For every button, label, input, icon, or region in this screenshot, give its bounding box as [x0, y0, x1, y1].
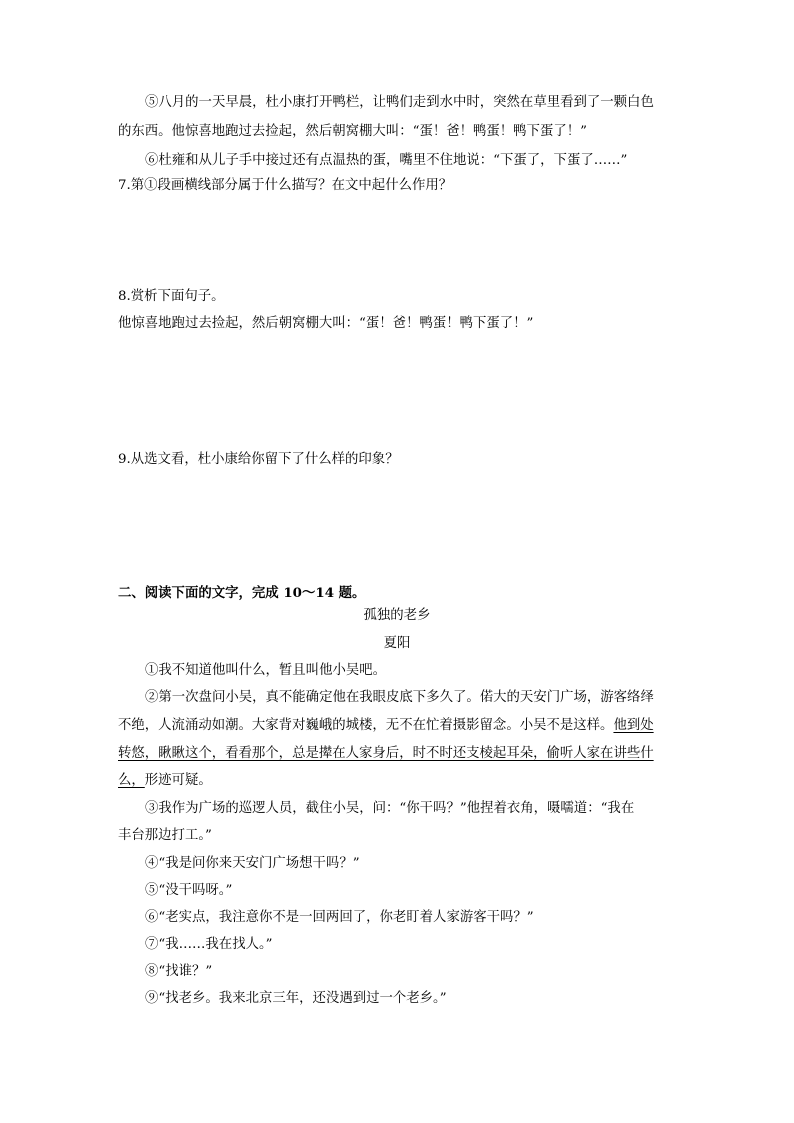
paragraph-2-underlined-text: 么， — [118, 773, 145, 788]
article-paragraph-7: ⑦“我……我在找人。” — [145, 937, 273, 952]
article-paragraph-2-line-2 — [118, 717, 654, 735]
article-author: 夏阳 — [383, 636, 411, 651]
question-8-title: 8.赏析下面句子。 — [118, 289, 225, 304]
article-paragraph-8: ⑧“找谁？” — [145, 964, 213, 979]
paragraph-6: ⑥杜雍和从儿子手中接过还有点温热的蛋，嘴里不住地说：“下蛋了，下蛋了……” — [145, 153, 628, 168]
paragraph-5-line-1: ⑤八月的一天早晨，杜小康打开鸭栏，让鸭们走到水中时，突然在草里看到了一颗白色 — [145, 95, 654, 110]
paragraph-2-plain-text: 形迹可疑。 — [144, 773, 212, 788]
article-paragraph-5: ⑤“没干吗呀。” — [145, 883, 233, 898]
question-8-sentence: 他惊喜地跑过去捡起，然后朝窝棚大叫：“蛋！爸！鸭蛋！鸭下蛋了！” — [118, 316, 534, 331]
section-2-heading: 二、阅读下面的文字，完成 10～14 题。 — [118, 585, 366, 601]
article-paragraph-6: ⑥“老实点，我注意你不是一回两回了，你老盯着人家游客干吗？” — [145, 910, 534, 925]
article-paragraph-3-line-1: ③我作为广场的巡逻人员，截住小吴，问：“你干吗？”他捏着衣角，嗫嚅道：“我在 — [145, 801, 635, 816]
article-paragraph-2-line-4 — [118, 772, 212, 790]
paragraph-2-underlined-text: 他到处 — [613, 718, 654, 733]
article-paragraph-2-line-1: ②第一次盘问小吴，真不能确定他在我眼皮底下多久了。偌大的天安门广场，游客络绎 — [145, 690, 654, 705]
paragraph-2-underlined-text: 转悠，瞅瞅这个，看看那个，总是撵在人家身后，时不时还支棱起耳朵，偷听人家在讲些什 — [118, 746, 654, 761]
article-title: 孤独的老乡 — [363, 608, 431, 623]
article-paragraph-4: ④“我是问你来天安门广场想干吗？” — [145, 856, 360, 871]
paragraph-2-plain-text: 不绝，人流涌动如潮。大家背对巍峨的城楼，无不在忙着摄影留念。小吴不是这样。 — [118, 718, 614, 733]
article-paragraph-1: ①我不知道他叫什么，暂且叫他小吴吧。 — [145, 663, 387, 678]
article-paragraph-3-line-2: 丰台那边打工。” — [118, 828, 212, 843]
article-paragraph-2-line-3 — [118, 745, 654, 763]
paragraph-5-line-2: 的东西。他惊喜地跑过去捡起，然后朝窝棚大叫：“蛋！爸！鸭蛋！鸭下蛋了！” — [118, 124, 587, 139]
question-9: 9.从选文看，杜小康给你留下了什么样的印象？ — [118, 452, 399, 467]
question-7: 7.第①段画横线部分属于什么描写？在文中起什么作用？ — [118, 178, 453, 193]
article-paragraph-9: ⑨“找老乡。我来北京三年，还没遇到过一个老乡。” — [145, 991, 447, 1006]
